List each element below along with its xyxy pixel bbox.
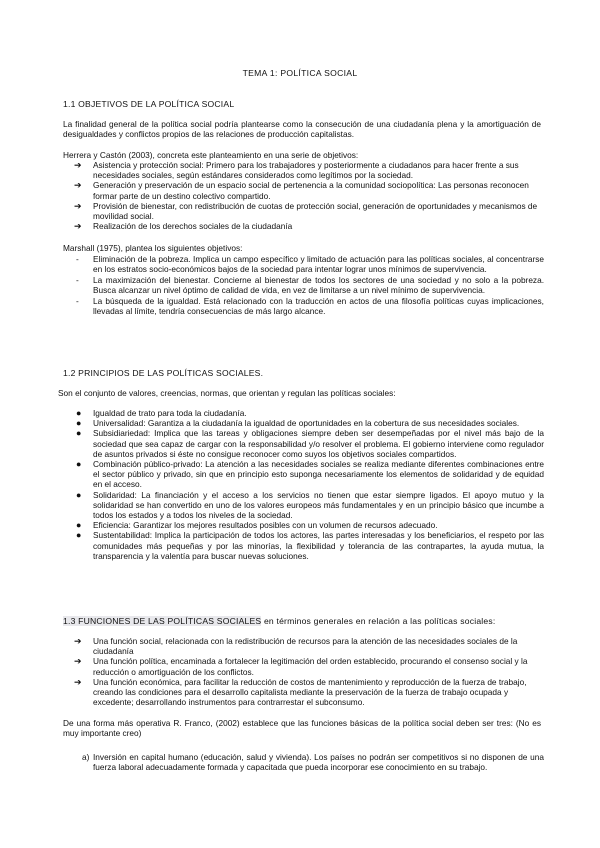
list-item-text: Realización de los derechos sociales de la ciudadanía [93,221,293,232]
list-item [74,180,544,200]
list-item-text: Combinación público-privado: La atención a las necesidades sociales se realiza mediante diferentes combinaciones entre el sector público y privado, sin que en principio esto suponga necesariamente los elementos de solidaridad y de equidad en el acceso. [93,459,544,490]
arrow-icon: ➔ [74,160,82,170]
document-title: TEMA 1: POLÍTICA SOCIAL [242,68,358,78]
dash-marker: - [76,295,79,306]
bullet-icon: ● [76,428,82,439]
list-herrera-objetivos [74,160,544,231]
section-heading-objetivos: 1.1 OBJETIVOS DE LA POLÍTICA SOCIAL [63,99,235,109]
list-item-text: La búsqueda de la igualdad. Está relacionado con la traducción en actos de una filosofía políticas cuyas implicaciones, llevadas al límite, tendría consecuencias de más largo alcance. [93,295,544,317]
paragraph-principios-intro: Son el conjunto de valores, creencias, normas, que orientan y regulan las políticas sociales: [58,388,396,398]
list-item-text: Eficiencia: Garantizar los mejores resultados posibles con un volumen de recursos adecuado. [93,520,438,531]
paragraph-herrera-intro: Herrera y Castón (2003), concreta este planteamiento en una serie de objetivos: [63,150,359,160]
list-item [74,490,544,521]
list-item [74,459,544,490]
arrow-icon: ➔ [74,636,82,646]
bullet-icon: ● [76,520,82,531]
list-item-text: Una función social, relacionada con la redistribución de recursos para la atención de las necesidades sociales de la ciudadanía [93,636,518,657]
list-item [74,201,544,221]
bullet-icon: ● [76,489,82,500]
highlighted-heading: 1.3 FUNCIONES DE LAS POLÍTICAS SOCIALES [63,616,262,626]
list-item-text: Asistencia y protección social: Primero para los trabajadores y posteriormente a ciudadanos para hacer frente a sus necesidades sociales, según estándares considerados como legítimos por la sociedad. [93,160,519,181]
list-item [74,418,544,428]
list-item-text: Una función económica, para facilitar la reducción de costos de mantenimiento y reproducción de la fuerza de trabajo, creando las condiciones para el desarrollo capitalista mediante la preservación de la fuerza de trabajo ocupada y excedente; desarrollando instrumentos para contrarrestar el subconsumo. [93,676,527,708]
arrow-icon: ➔ [74,221,82,232]
list-item-text: Igualdad de trato para toda la ciudadanía. [93,408,247,418]
list-item-text: La maximización del bienestar. Concierne al bienestar de todos los sectores de una sociedad y no solo a la pobreza. Busca alcanzar un nivel óptimo de calidad de vida, en vez de limitarse a un nivel mínimo de supervivencia. [93,274,544,296]
arrow-icon: ➔ [74,676,82,687]
list-marshall-objetivos [74,254,544,317]
list-item [74,636,544,656]
list-item [74,530,544,561]
list-item [74,160,544,180]
list-item [74,408,544,418]
list-item-text: Subsidiariedad: Implica que las tareas y obligaciones siempre deben ser desempeñadas por el nivel más bajo de la sociedad que sea capaz de cargar con la responsabilidad y/o resolver el problema. El gobierno interviene como regulador de asuntos privados si éste no consigue reconocer como suyos los objetivos sociales compartidos. [93,428,544,459]
bullet-icon: ● [76,459,82,470]
list-item-franco-a [82,752,544,772]
list-item-text: Sustentabilidad: Implica la participación de todos los actores, las partes interesadas y los beneficiarios, el respeto por las comunidades más pequeñas y por las minorías, la flexibilidad y tolerancia de las contrapartes, la ayuda mutua, la transparencia y la valentía para buscar nuevas soluciones. [93,530,544,561]
paragraph-finalidad: La finalidad general de la política social podría plantearse como la consecución de una ciudadanía plena y la amortiguación de desigualdades y conflictos propios de las relaciones de producción capitalistas. [63,119,541,140]
list-item [74,656,544,676]
arrow-icon: ➔ [74,200,82,211]
section-heading-funciones [63,616,543,626]
bullet-icon: ● [76,418,82,429]
alpha-marker: a) [82,752,90,762]
list-item [74,254,544,274]
list-item [74,296,544,316]
list-principios [74,408,544,561]
list-item-text: Una función política, encaminada a fortalecer la legitimación del orden establecido, procurando el consenso social y la reducción o amortiguación de los conflictos. [93,656,528,677]
heading-rest: en términos generales en relación a las políticas sociales: [261,616,496,626]
list-item-text: Solidaridad: La financiación y el acceso a los servicios no tienen que estar siempre ligados. El apoyo mutuo y la solidaridad se han convertido en uno de los valores europeos más fundamentales y en un principio básico que incumbe a todos los estados y a todos los niveles de la sociedad. [93,489,544,521]
list-item [74,428,544,459]
dash-marker: - [76,254,79,264]
list-item-text: Provisión de bienestar, con redistribución de cuotas de protección social, generación de oportunidades y mecanismos de movilidad social. [93,200,538,222]
bullet-icon: ● [76,530,82,541]
list-item-text: Inversión en capital humano (educación, salud y vivienda). Los países no podrán ser competitivos si no disponen de una fuerza laboral adecuadamente formada y capacitada que pueda incorporar ese conocimiento en su trabajo. [93,752,544,773]
paragraph-marshall-intro: Marshall (1975), plantea los siguientes objetivos: [63,243,243,253]
section-heading-principios: 1.2 PRINCIPIOS DE LAS POLÍTICAS SOCIALES. [63,368,264,378]
bullet-icon: ● [76,408,82,418]
list-funciones [74,636,544,707]
list-item-text: Universalidad: Garantiza a la ciudadanía la igualdad de oportunidades en la cobertura de sus necesidades sociales. [93,418,520,429]
list-item [74,520,544,530]
arrow-icon: ➔ [74,180,82,191]
list-item [74,221,544,231]
dash-marker: - [76,274,79,285]
list-item-text: Eliminación de la pobreza. Implica un campo específico y limitado de actuación para las políticas sociales, al concentrarse en los estratos socio-económicos bajos de la sociedad para intentar lograr unos mínimos de supervivencia. [93,254,544,275]
list-item [74,677,544,708]
list-item-text: Generación y preservación de un espacio social de pertenencia a la comunidad sociopolítica: Las personas reconocen formar parte de un destino colectivo compartido. [93,180,529,201]
list-item [74,275,544,295]
arrow-icon: ➔ [74,656,82,667]
paragraph-franco-intro: De una forma más operativa R. Franco, (2002) establece que las funciones básicas de la política social deben ser tres: (No es muy importante creo) [63,718,541,739]
